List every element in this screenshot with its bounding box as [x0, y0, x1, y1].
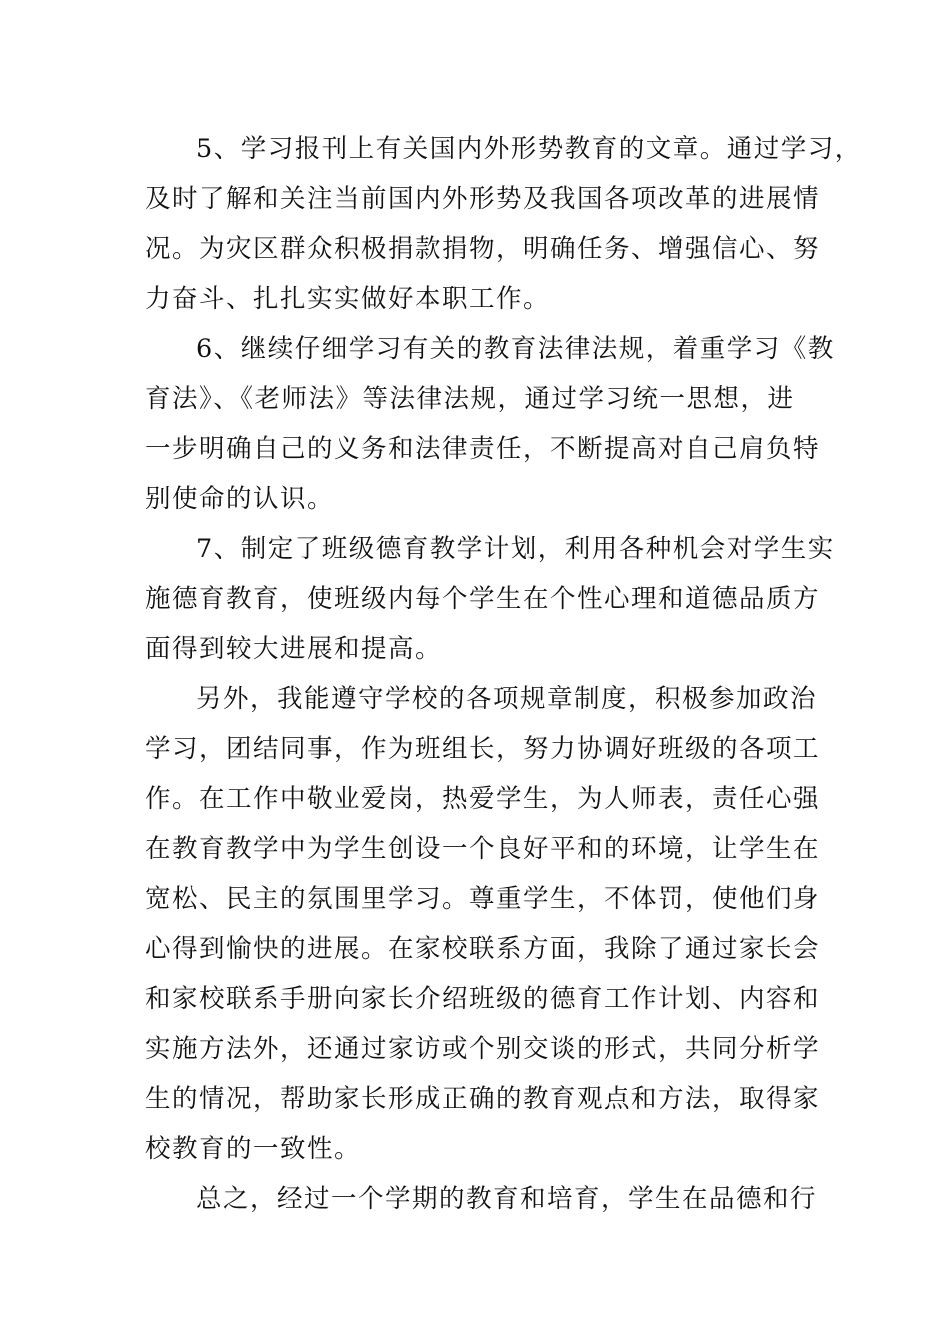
text-line: 及时了解和关注当前国内外形势及我国各项改革的进展情 [145, 184, 821, 214]
text-line: 6、继续仔细学习有关的教育法律法规，着重学习《教 [196, 334, 835, 364]
text-line: 心得到愉快的进展。在家校联系方面，我除了通过家长会 [145, 934, 821, 964]
text-line: 别使命的认识。 [145, 484, 335, 514]
text-line: 育法》、《老师法》等法律法规，通过学习统一思想，进 [145, 384, 795, 414]
text-line: 作。在工作中敬业爱岗，热爱学生，为人师表，责任心强 [145, 784, 821, 814]
text-line: 宽松、民主的氛围里学习。尊重学生，不体罚，使他们身 [145, 884, 821, 914]
text-line: 在教育教学中为学生创设一个良好平和的环境，让学生在 [145, 834, 821, 864]
text-line: 学习，团结同事，作为班组长，努力协调好班级的各项工 [145, 734, 821, 764]
text-line: 况。为灾区群众积极捐款捐物，明确任务、增强信心、努 [145, 234, 821, 264]
text-line: 面得到较大进展和提高。 [145, 634, 443, 664]
text-line: 校教育的一致性。 [145, 1134, 362, 1164]
text-line: 7、制定了班级德育教学计划，利用各种机会对学生实 [196, 534, 835, 564]
text-line: 和家校联系手册向家长介绍班级的德育工作计划、内容和 [145, 984, 821, 1014]
text-line: 总之，经过一个学期的教育和培育，学生在品德和行 [196, 1184, 818, 1214]
text-line: 5、学习报刊上有关国内外形势教育的文章。通过学习， [196, 134, 862, 164]
text-line: 一步明确自己的义务和法律责任，不断提高对自己肩负特 [145, 434, 821, 464]
text-line: 另外，我能遵守学校的各项规章制度，积极参加政治 [196, 684, 818, 714]
text-line: 力奋斗、扎扎实实做好本职工作。 [145, 284, 551, 314]
text-line: 实施方法外，还通过家访或个别交谈的形式，共同分析学 [145, 1034, 821, 1064]
text-line: 施德育教育，使班级内每个学生在个性心理和道德品质方 [145, 584, 821, 614]
text-line: 生的情况，帮助家长形成正确的教育观点和方法，取得家 [145, 1084, 821, 1114]
